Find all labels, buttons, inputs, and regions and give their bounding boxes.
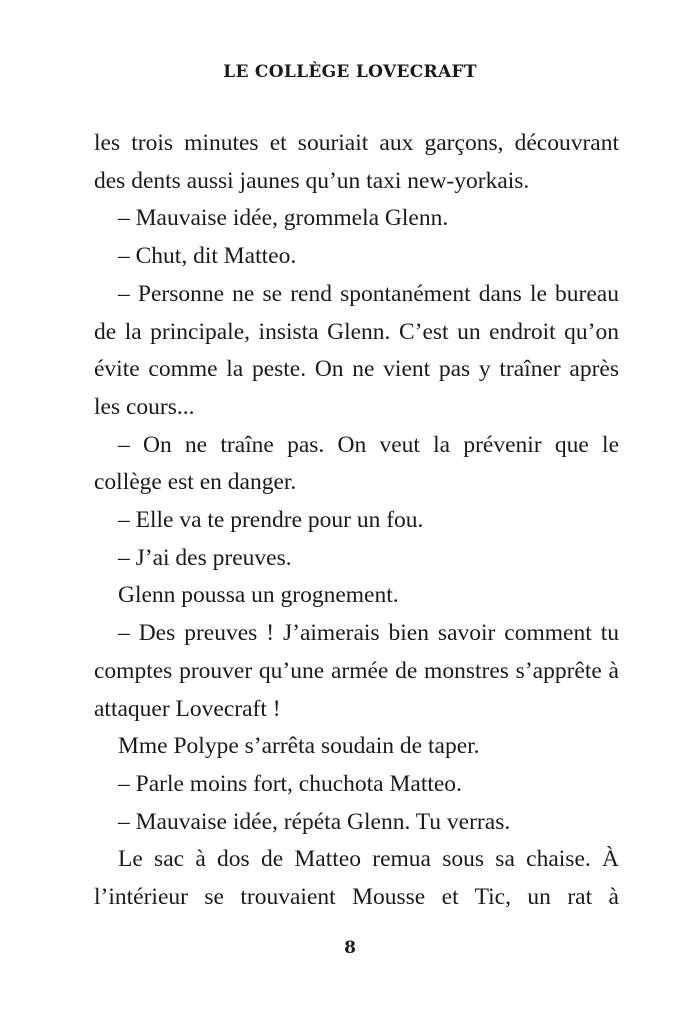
body-text [94, 125, 619, 917]
paragraph: – Chut, dit Matteo. [118, 243, 297, 270]
paragraph: Le sac à dos de Matteo remua sous sa chaise. À l’intérieur se trouvaient Mousse et Tic, un rat à [94, 846, 619, 911]
paragraph: Mme Polype s’arrêta soudain de taper. [118, 733, 480, 760]
paragraph: – J’ai des preuves. [118, 544, 292, 571]
page-number: 8 [344, 938, 356, 958]
paragraph: – On ne traîne pas. On veut la prévenir que le collège est en danger. [94, 431, 619, 496]
paragraph: – Mauvaise idée, répéta Glenn. Tu verras. [118, 808, 511, 835]
paragraph: – Des preuves ! J’aimerais bien savoir comment tu comptes prouver qu’une armée de monstres s’apprête à attaquer Lovecraft ! [94, 620, 619, 722]
paragraph: – Personne ne se rend spontanément dans le bureau de la principale, insista Glenn. C’est un endroit qu’on évite comme la peste. On ne vient pas y traîner après les cours... [94, 280, 619, 420]
paragraph: – Mauvaise idée, grommela Glenn. [118, 205, 449, 232]
paragraph: – Elle va te prendre pour un fou. [118, 507, 424, 534]
paragraph: Glenn poussa un grognement. [118, 582, 399, 609]
paragraph: les trois minutes et souriait aux garçons, découvrant des dents aussi jaunes qu’un taxi new-yorkais. [94, 130, 619, 194]
running-head: LE COLLÈGE LOVECRAFT [223, 62, 477, 82]
paragraph: – Parle moins fort, chuchota Matteo. [118, 770, 462, 797]
